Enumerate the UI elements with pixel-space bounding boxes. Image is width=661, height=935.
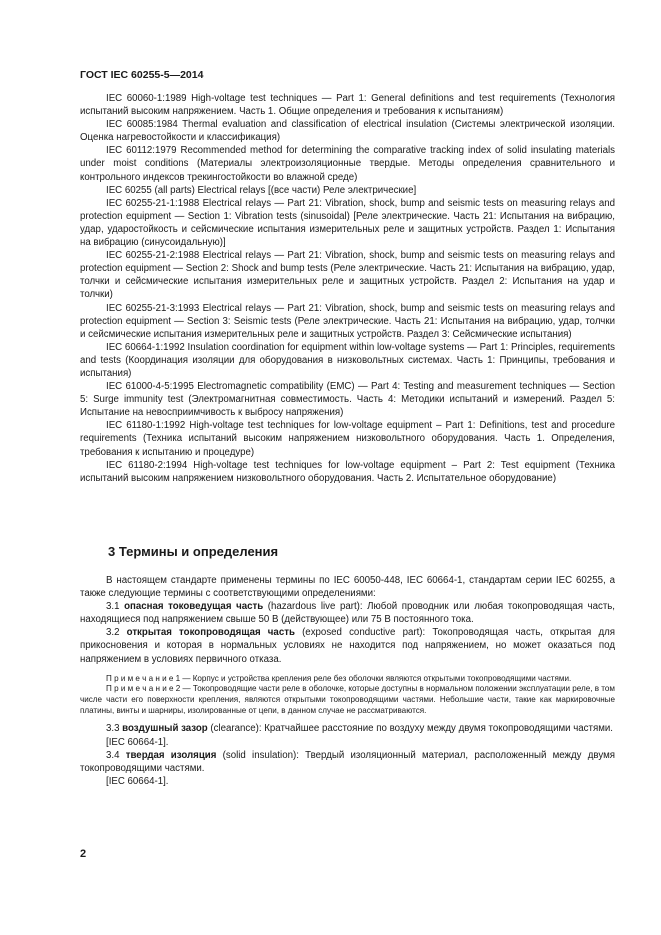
term-number: 3.4: [106, 749, 126, 761]
term-number: 3.1: [106, 601, 125, 613]
reference-item: IEC 60060-1:1989 High-voltage test techniques — Part 1: General definitions and test requirements (Технология испытаний высоким напряжением. Часть 1. Общие определения и требования к испытаниям): [80, 93, 615, 118]
terms-section: [80, 574, 615, 788]
reference-item: IEC 61180-1:1992 High-voltage test techniques for low-voltage equipment – Part 1: Definitions, test and procedure requirements (Техника испытаний высоким напряжением низковольтного оборудования. Часть 1. Определения, требования к испытанию и процедуре): [80, 420, 615, 458]
term-text: (clearance): Кратчайшее расстояние по воздуху между двумя токопроводящими частями.: [207, 723, 613, 735]
section-heading: 3 Термины и определения: [108, 544, 279, 559]
term-text: (exposed conductive part): Токопроводящая часть, открытая для прикосновения и которая в нормальных условиях не находится под напряжением, но может оказаться под напряжением в условиях первичного отказа.: [80, 627, 615, 665]
reference-item: IEC 60112:1979 Recommended method for determining the comparative tracking index of solid insulating materials under moist conditions (Материалы электроизоляционные твердые. Методы определения сравнительного и контрольного индексов трекингостойкости во влажной среде): [80, 145, 615, 183]
document-header: ГОСТ IEC 60255-5—2014: [80, 69, 204, 81]
reference-item: IEC 60664-1:1992 Insulation coordination for equipment within low-voltage systems — Part 1: Principles, requirements and tests (Координация изоляции для оборудования в низковольтных системах. Часть 1: Принципы, требования и испытания): [80, 341, 615, 379]
reference-item: IEC 60085:1984 Thermal evaluation and classification of electrical insulation (Системы электрической изоляции. Оценка нагревостойкости и классификация): [80, 119, 615, 144]
term-name: открытая токопроводящая часть: [126, 627, 295, 639]
term-reference: [IEC 60664-1].: [106, 736, 169, 748]
term-text: (solid insulation): Твердый изоляционный материал, расположенный между двумя токопроводящими частями.: [80, 749, 616, 774]
reference-item: IEC 60255 (all parts) Electrical relays [(все части) Реле электрические]: [106, 184, 417, 196]
term-definition: [80, 722, 615, 735]
reference-item: IEC 60255-21-1:1988 Electrical relays — Part 21: Vibration, shock, bump and seismic tests on measuring relays and protection equipment — Section 1: Vibration tests (sinusoidal) [Реле электрические. Часть 21: Испытания на вибрацию, удар, ударостойкость и сейсмические испытания измерительных реле и защитных устройств. Раздел 1: Испытания на вибрацию (синусоидальную)]: [80, 197, 615, 249]
note: П р и м е ч а н и е 1 — Корпус и устройства крепления реле без оболочки являются открытыми токопроводящими частями.: [106, 673, 572, 683]
term-number: 3.2: [106, 627, 127, 639]
term-definition: [80, 600, 615, 626]
term-text: (hazardous live part): Любой проводник или любая токопроводящая часть, находящиеся под напряжением свыше 50 В (действующее) или 75 В постоянного тока.: [80, 601, 615, 626]
reference-item: IEC 60255-21-2:1988 Electrical relays — Part 21: Vibration, shock, bump and seismic tests on measuring relays and protection equipment — Section 2: Shock and bump tests (Реле электрические. Часть 21: Испытания на вибрацию, удар, толчки и сейсмические испытания измерительных реле и защитных устройств. Раздел 2: Испытания на удар и толчки): [80, 250, 615, 301]
term-definition: [80, 749, 615, 775]
term-name: воздушный зазор: [122, 723, 208, 735]
term-name: твердая изоляция: [125, 749, 217, 761]
term-definition: [80, 626, 615, 665]
page-number: 2: [80, 848, 87, 860]
reference-item: IEC 61180-2:1994 High-voltage test techniques for low-voltage equipment – Part 2: Test equipment (Техника испытаний высоким напряжением низковольтного оборудования. Часть 2. Испытательное оборудование): [80, 459, 615, 484]
section-intro: В настоящем стандарте применены термины по IEC 60050-448, IEC 60664-1, стандартам серии IEC 60255, а также следующие термины с соответствующими определениями:: [80, 575, 615, 600]
term-number: 3.3: [106, 723, 123, 735]
normative-references: [80, 92, 615, 485]
reference-item: IEC 60255-21-3:1993 Electrical relays — Part 21: Vibration, shock, bump and seismic tests on measuring relays and protection equipment — Section 3: Seismic tests (Реле электрические. Часть 21: Испытания на вибрацию, удар, толчки и сейсмические испытания измерительных реле и защитных устройств. Раздел 3: Сейсмические испытания): [80, 302, 615, 340]
term-reference: [IEC 60664-1].: [106, 775, 169, 787]
term-name: опасная токоведущая часть: [124, 601, 264, 613]
reference-item: IEC 61000-4-5:1995 Electromagnetic compatibility (EMC) — Part 4: Testing and measurement techniques — Section 5: Surge immunity test (Электромагнитная совместимость. Часть 4: Методики испытаний и измерений. Раздел 5: Испытание на невосприимчивость к выбросу напряжения): [80, 381, 615, 419]
note: П р и м е ч а н и е 2 — Токопроводящие части реле в оболочке, которые доступны в нормальном положении эксплуатации реле, в том числе части его поверхности крепления, являются открытыми токопроводящими частями. Небольшие части, такие как маркировочные платины, винты и шарниры, изолированные от цепи, в данном случае не рассматриваются.: [80, 684, 615, 715]
